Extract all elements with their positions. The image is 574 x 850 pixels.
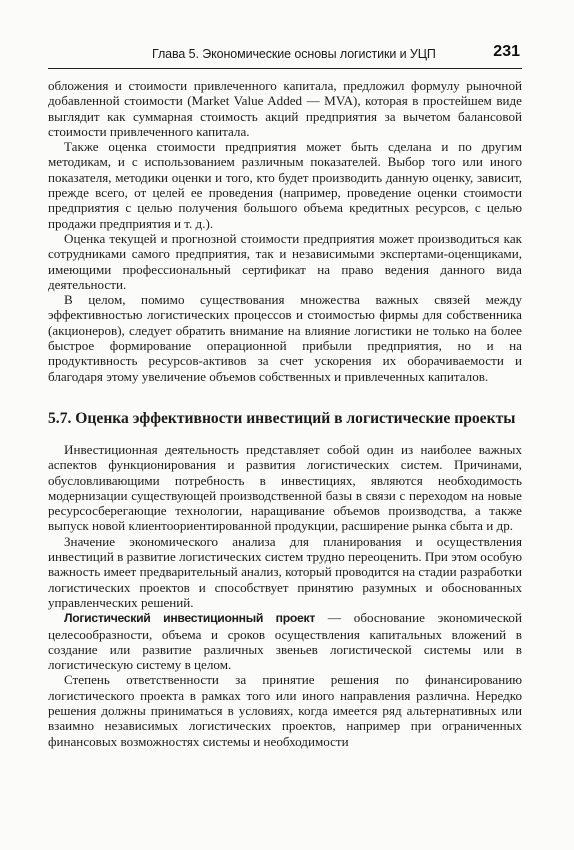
paragraph: В целом, помимо существования множества важных связей между эффективностью логистических процессов и стоимостью фирмы для собственника (акционеров), следует обратить внимание на влияние логистики не только на более быстрое формирование операционной прибыли предприятия, но и на продуктивность ресурсов-активов за счет ускорения их оборачиваемости и благодаря этому увеличение объемов собственных и привлеченных капиталов.: [48, 292, 522, 384]
paragraph: Степень ответственности за принятие решения по финансированию логистического проекта в рамках того или иного направления различна. Нередко решения должны приниматься в условиях, когда имеется ряд альтернативных или взаимно независимых логистических проектов, например при ограниченных финансовых возможностях системы и необходимости: [48, 672, 522, 749]
page-number: 231: [493, 43, 520, 60]
paragraph-definition: [48, 610, 522, 672]
definition-text: — обоснование экономической целесообразности, объема и сроков осуществления капитальных вложений в создание или развитие различных звеньев логистической системы или в логистическую систему в целом.: [48, 610, 522, 673]
chapter-title: Глава 5. Экономические основы логистики и УЦП: [152, 47, 436, 61]
paragraph: Инвестиционная деятельность представляет собой один из наиболее важных аспектов функционирования и развития логистических систем. Причинами, обусловливающими потребность в инвестициях, являются необходимость модернизации существующей производственной базы в связи с переходом на новые ресурсосберегающие технологии, наращивание объемов производства, а также выпуск новой клиентоориентированной продукции, расширение рынка сбыта и др.: [48, 441, 522, 534]
paragraph: Также оценка стоимости предприятия может быть сделана и по другим методикам, и с использованием различным показателей. Выбор того или иного показателя, методики оценки и того, кто будет производить данную оценку, зависит, прежде всего, от целей ее проведения (например, проведение оценки стоимости предприятия с целью получения большого объема кредитных ресурсов, с целью продажи предприятия и т. д.).: [48, 139, 522, 231]
paragraph: обложения и стоимости привлеченного капитала, предложил формулу рыночной добавленной стоимости (Market Value Added — MVA), которая в простейшем виде выглядит как суммарная стоимость акций предприятия за вычетом балансовой стоимости привлеченного капитала.: [48, 78, 522, 139]
page-body: [48, 78, 522, 749]
defined-term: Логистический инвестиционный проект: [64, 611, 315, 626]
running-header: [48, 40, 522, 69]
paragraph: Оценка текущей и прогнозной стоимости предприятия может производиться как сотрудниками самого предприятия, так и независимыми экспертами-оценщиками, имеющими профессиональный сертификат на право ведения данного вида деятельности.: [48, 230, 522, 292]
section-heading: 5.7. Оценка эффективности инвестиций в логистические проекты: [48, 409, 516, 427]
paragraph: Значение экономического анализа для планирования и осуществления инвестиций в развитие логистических систем трудно переоценить. При этом особую важность имеет предварительный анализ, который проводится на стадии разработки логистических проектов и способствует принятию разумных и обоснованных управленческих решений.: [48, 533, 522, 610]
